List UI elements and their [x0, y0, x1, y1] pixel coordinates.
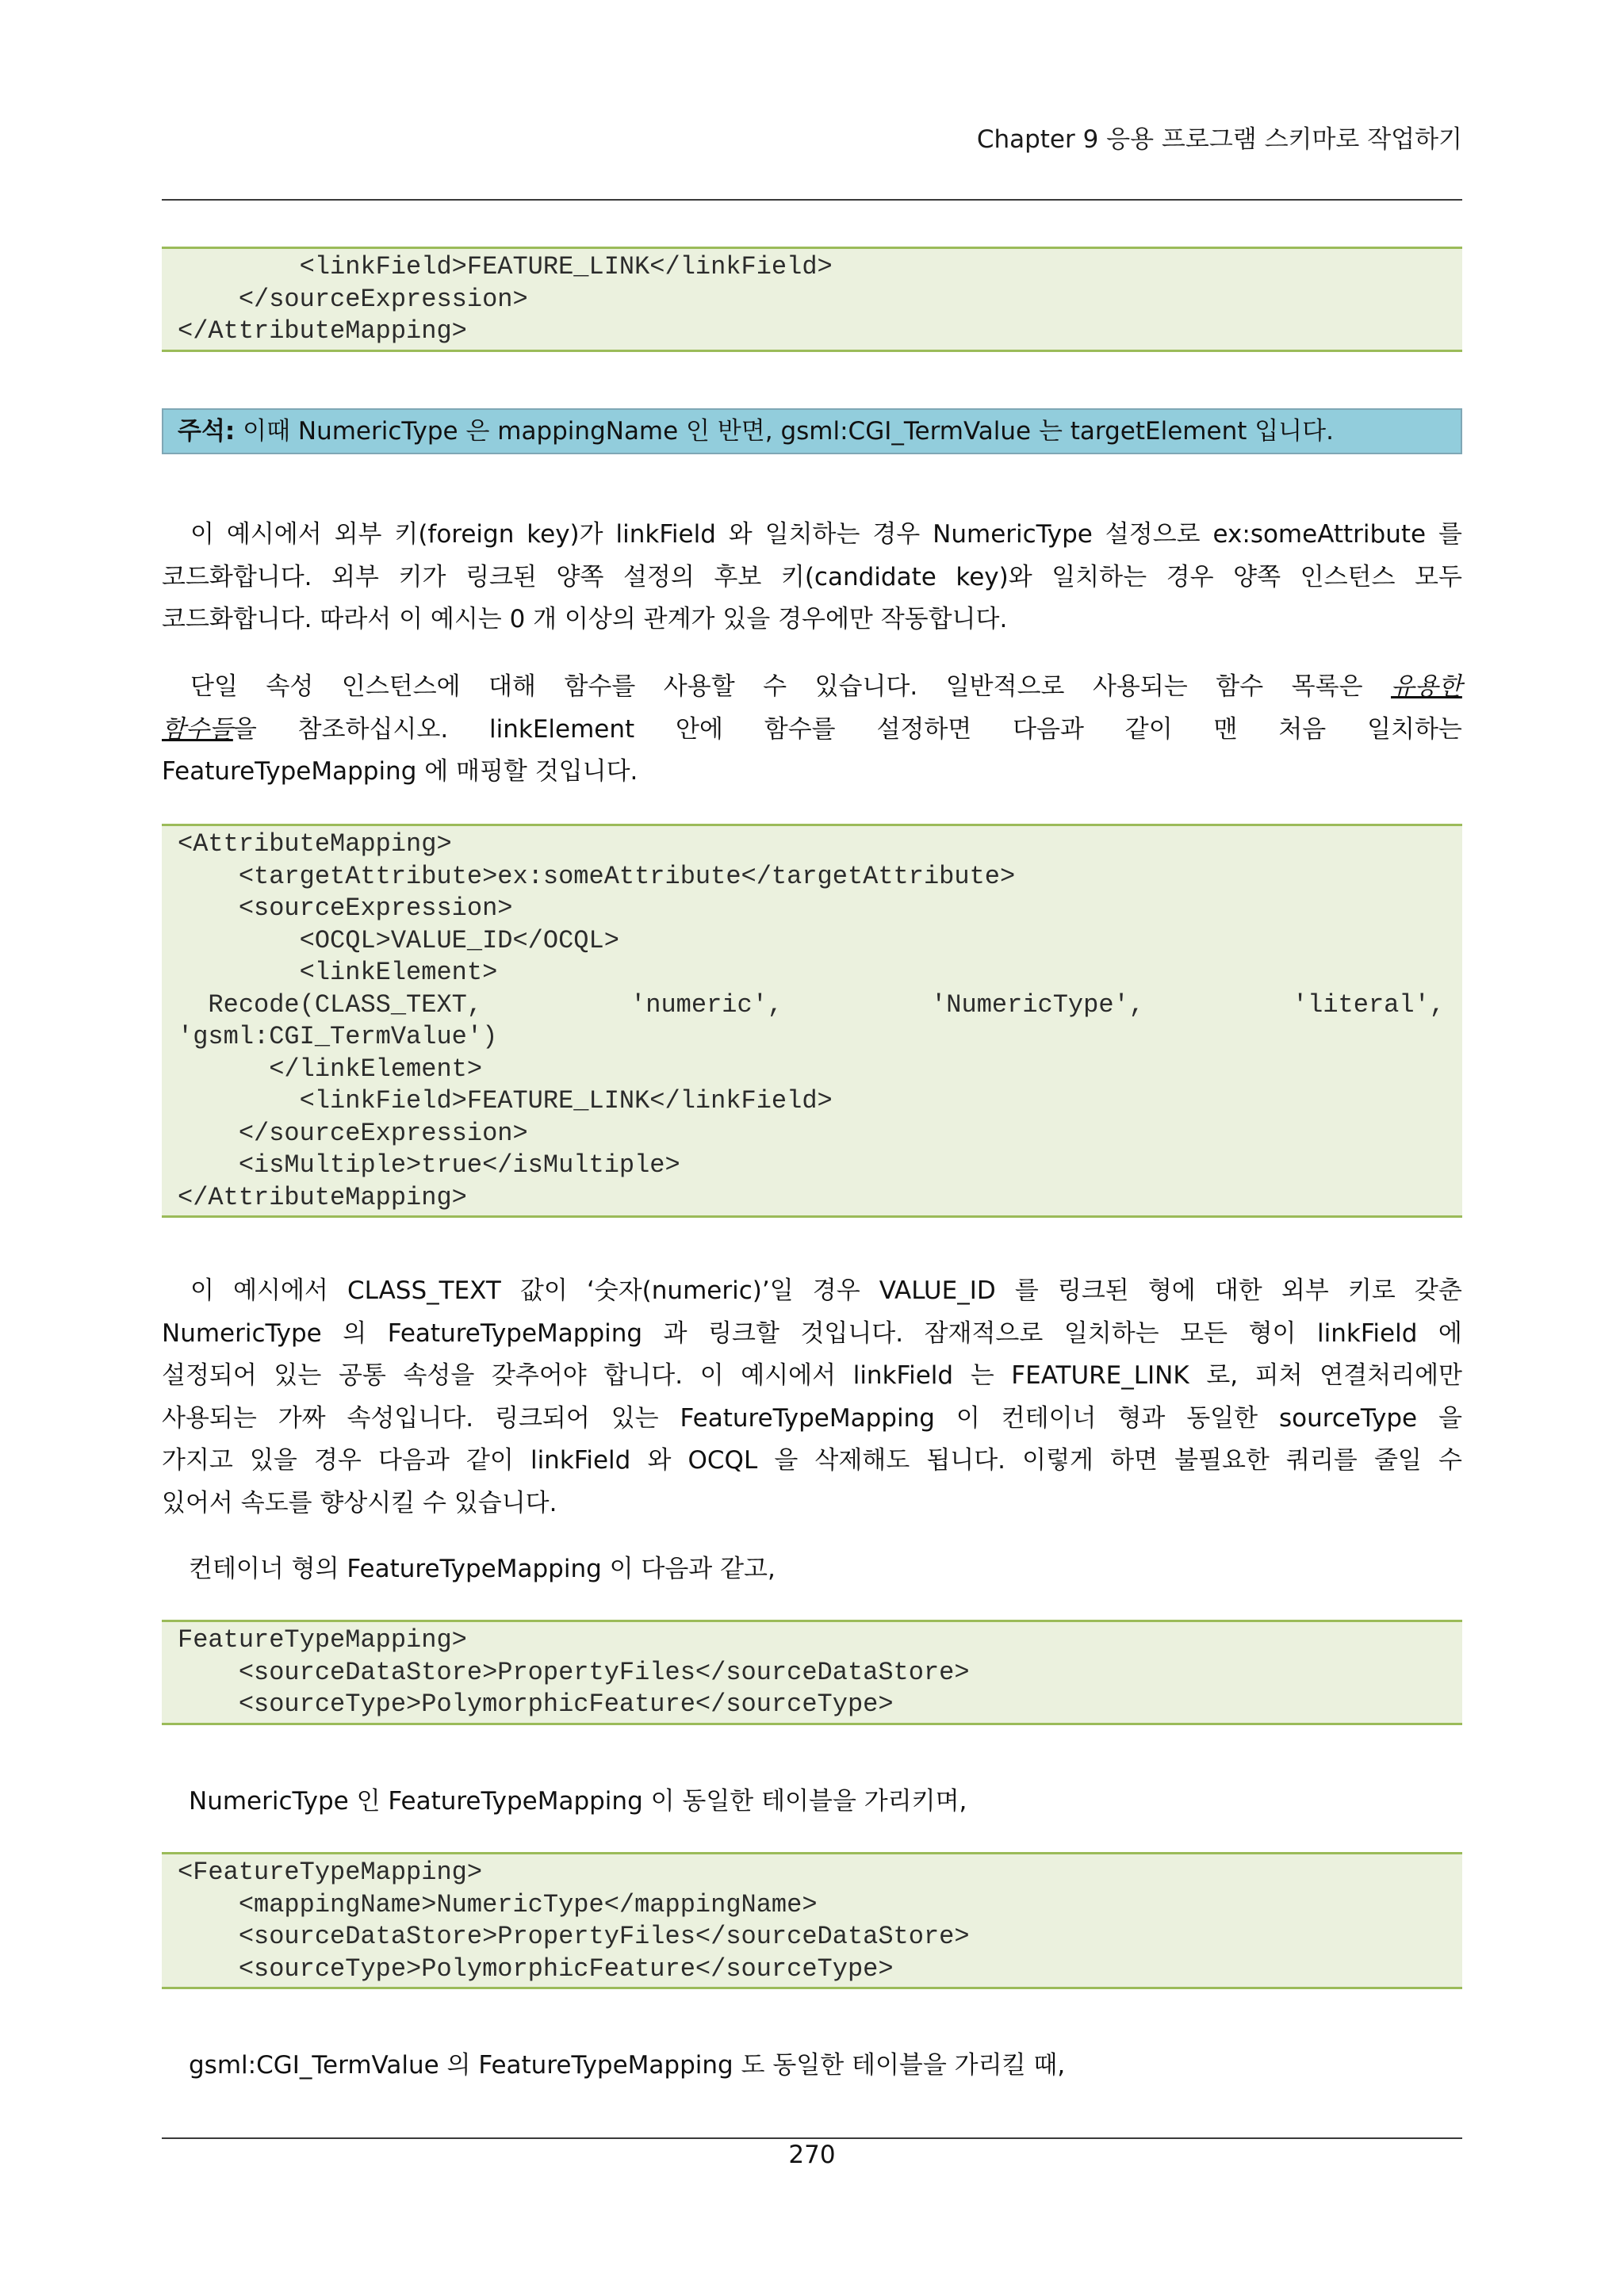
- code-line: <FeatureTypeMapping>: [178, 1858, 483, 1887]
- useful-functions-link[interactable]: 유용한: [1391, 672, 1462, 701]
- code-line: </linkElement>: [178, 1054, 483, 1084]
- useful-functions-link-cont[interactable]: 함수들: [162, 714, 233, 744]
- code-line: </sourceExpression>: [178, 284, 528, 314]
- word: linkElement: [489, 714, 635, 744]
- word: CLASS_TEXT: [347, 1276, 501, 1305]
- code-token: 'numeric',: [630, 989, 783, 1020]
- word: 일치하는: [1367, 714, 1462, 744]
- code-line: <sourceDataStore>PropertyFiles</sourceDataStore>: [178, 1657, 970, 1687]
- paragraph-line: [162, 1440, 1462, 1483]
- word: 설정으로: [1105, 520, 1201, 549]
- word: 합니다.: [603, 1361, 684, 1390]
- word: 속성: [266, 672, 314, 701]
- word: 외부: [334, 520, 382, 549]
- word: 예시에서: [233, 1276, 328, 1305]
- word: 이: [699, 1361, 724, 1390]
- code-line: <sourceExpression>: [178, 894, 513, 923]
- page-number: 270: [788, 2141, 836, 2169]
- word: 것입니다.: [800, 1318, 904, 1348]
- word: 수: [1438, 1446, 1462, 1475]
- word: 동일한: [1186, 1403, 1258, 1433]
- word: linkField: [852, 1361, 954, 1390]
- paragraph-line: [162, 1313, 1462, 1356]
- word: 코드화합니다.: [162, 562, 312, 591]
- word: 속성입니다.: [347, 1403, 474, 1433]
- word: 삭제해도: [814, 1446, 910, 1475]
- code-line: FeatureTypeMapping>: [178, 1625, 467, 1655]
- word: 형에: [1147, 1276, 1196, 1305]
- code-line: </sourceExpression>: [178, 1118, 528, 1148]
- paragraph-2-line-3: FeatureTypeMapping 에 매핑할 것입니다.: [162, 757, 638, 786]
- code-line: <sourceType>PolymorphicFeature</sourceType>: [178, 1954, 894, 1984]
- word: 의: [343, 1318, 367, 1348]
- code-line: <sourceDataStore>PropertyFiles</sourceDataStore>: [178, 1922, 970, 1951]
- word: 외부: [331, 562, 380, 591]
- word: NumericType: [162, 1318, 322, 1348]
- word: 코드화합니다. 따라서 이 예시는 0 개 이상의 관계가 있을 경우에만 작동합니다.: [162, 605, 1008, 633]
- word: 됩니다.: [926, 1446, 1006, 1475]
- word: 모두: [1415, 562, 1462, 591]
- code-block-2: [162, 824, 1462, 1218]
- word: 갖추어야: [491, 1361, 587, 1390]
- word: 맨: [1213, 714, 1238, 744]
- word: 이렇게: [1022, 1446, 1094, 1475]
- paragraph-2-line-1: [162, 666, 1462, 709]
- word: 하면: [1110, 1446, 1158, 1475]
- word: 형이: [1248, 1318, 1297, 1348]
- word: 을: [774, 1446, 799, 1475]
- word: 키(candidate: [780, 562, 936, 591]
- note-box: [162, 408, 1462, 454]
- paragraph-2-line-2: 함수들을 참조하십시오. linkElement 안에 함수를 설정하면 다음과 같이 맨 처음 일치하는: [162, 709, 1462, 752]
- code-token: Recode(CLASS_TEXT,: [178, 989, 483, 1020]
- code-line: <isMultiple>true</isMultiple>: [178, 1150, 680, 1180]
- word: 있을: [249, 1446, 297, 1475]
- word: 있습니다.: [814, 672, 918, 701]
- word: 외부: [1281, 1276, 1329, 1305]
- paragraph-line: [162, 1355, 1462, 1398]
- sentence-numeric: NumericType 인 FeatureTypeMapping 이 동일한 테이블을 가리키며,: [189, 1787, 967, 1816]
- word: 로,: [1206, 1361, 1239, 1390]
- code-line: <linkField>FEATURE_LINK</linkField>: [178, 252, 833, 281]
- word: 경우: [872, 520, 921, 549]
- word: 와: [728, 520, 753, 549]
- word: 참조하십시오.: [297, 714, 449, 744]
- word: 경우: [812, 1276, 860, 1305]
- paragraph-line: [162, 1398, 1462, 1441]
- word: 인스턴스: [1300, 562, 1396, 591]
- note-text: 이때 NumericType 은 mappingName 인 반면, gsml:CGI_TermValue 는 targetElement 입니다.: [235, 417, 1334, 446]
- code-block-3: [162, 1620, 1462, 1725]
- word: 수: [763, 672, 787, 701]
- word: 연결처리에만: [1320, 1361, 1462, 1390]
- word: sourceType: [1278, 1403, 1418, 1433]
- word: 경우: [313, 1446, 362, 1475]
- word: 키로: [1347, 1276, 1396, 1305]
- word: 모든: [1180, 1318, 1228, 1348]
- code-line: <linkField>FEATURE_LINK</linkField>: [178, 1086, 833, 1115]
- word: 양쪽: [1233, 562, 1281, 591]
- word: 과: [663, 1318, 688, 1348]
- word: OCQL: [688, 1446, 758, 1475]
- paragraph-line: [162, 514, 1462, 557]
- word: 경우: [1166, 562, 1214, 591]
- word: 단일: [190, 672, 238, 701]
- word: 사용할: [663, 672, 735, 701]
- word: 갖춘: [1414, 1276, 1462, 1305]
- code-line: <OCQL>VALUE_ID</OCQL>: [178, 925, 619, 955]
- word: 함수: [1216, 672, 1264, 701]
- paragraph-1: [162, 514, 1462, 641]
- word: key)가: [527, 520, 603, 549]
- word: 있어서 속도를 향상시킬 수 있습니다.: [162, 1488, 557, 1517]
- header-rule: [162, 199, 1462, 201]
- word: 목록은: [1291, 672, 1363, 701]
- code-line: <linkElement>: [178, 958, 498, 987]
- word: 일치하는: [1051, 562, 1147, 591]
- word: 설정하면: [876, 714, 972, 744]
- code-line-recode: [178, 989, 1462, 1022]
- word: 키가: [398, 562, 446, 591]
- word: 줄일: [1373, 1446, 1422, 1475]
- word: 대해: [488, 672, 536, 701]
- word: 후보: [714, 562, 762, 591]
- word: 사용되는: [1092, 672, 1188, 701]
- word: 쿼리를: [1286, 1446, 1358, 1475]
- word: 설정되어: [162, 1361, 257, 1390]
- note-label: 주석:: [178, 417, 236, 446]
- word: 일치하는: [1063, 1318, 1159, 1348]
- paragraph-line: [162, 557, 1462, 599]
- word: 함수를: [564, 672, 636, 701]
- word: 속성을: [403, 1361, 475, 1390]
- word: 을: [1438, 1403, 1462, 1433]
- paragraph-line: [162, 599, 1462, 641]
- code-token: 'NumericType',: [931, 989, 1144, 1020]
- word: linkField: [615, 520, 716, 549]
- word: 인스턴스에: [341, 672, 461, 701]
- word: 같이: [465, 1446, 514, 1475]
- word: 일치하는: [764, 520, 860, 549]
- code-line: <AttributeMapping>: [178, 829, 452, 859]
- word: 양쪽: [556, 562, 604, 591]
- word: FeatureTypeMapping: [387, 1318, 643, 1348]
- word: 불필요한: [1174, 1446, 1270, 1475]
- word: 키(foreign: [394, 520, 515, 549]
- word: 형과: [1117, 1403, 1166, 1433]
- paragraph-2: [162, 666, 1462, 794]
- footer-rule: [162, 2137, 1462, 2139]
- word: 에: [1438, 1318, 1462, 1348]
- word: 이: [956, 1403, 980, 1433]
- word: linkField: [1317, 1318, 1418, 1348]
- word: 링크되어: [495, 1403, 590, 1433]
- word: 사용되는: [162, 1403, 257, 1433]
- word: 링크된: [1057, 1276, 1129, 1305]
- code-block-4: [162, 1852, 1462, 1989]
- word: key)와: [956, 562, 1032, 591]
- word: 잠재적으로: [924, 1318, 1044, 1348]
- word: 공통: [338, 1361, 386, 1390]
- word: 가지고: [162, 1446, 233, 1475]
- sentence-gsml: gsml:CGI_TermValue 의 FeatureTypeMapping 도 동일한 테이블을 가리킬 때,: [189, 2051, 1066, 2080]
- word: 처음: [1278, 714, 1327, 744]
- code-line: <sourceType>PolymorphicFeature</sourceType>: [178, 1689, 894, 1719]
- word: 링크된: [465, 562, 537, 591]
- code-line: </AttributeMapping>: [178, 1182, 467, 1212]
- code-line: </AttributeMapping>: [178, 316, 467, 346]
- word: 함수를: [764, 714, 836, 744]
- word: ‘숫자(numeric)’일: [586, 1276, 794, 1305]
- word: 를: [1438, 520, 1462, 549]
- paragraph-line: [162, 1270, 1462, 1313]
- word: 와: [647, 1446, 672, 1475]
- code-token: 'literal',: [1292, 989, 1445, 1020]
- word: 를: [1014, 1276, 1039, 1305]
- word: 안에: [676, 714, 723, 744]
- word: ex:someAttribute: [1212, 520, 1427, 549]
- code-line: <targetAttribute>ex:someAttribute</targetAttribute>: [178, 861, 1016, 891]
- word: 설정의: [622, 562, 695, 591]
- paragraph-line: [162, 1483, 1462, 1525]
- word: 있는: [274, 1361, 322, 1390]
- word: 대한: [1214, 1276, 1262, 1305]
- word: 가짜: [278, 1403, 326, 1433]
- word: 같이: [1124, 714, 1173, 744]
- word: linkField: [530, 1446, 631, 1475]
- word: 일반적으로: [945, 672, 1065, 701]
- word: 이: [190, 520, 214, 549]
- word: 는: [970, 1361, 994, 1390]
- code-line: 'gsml:CGI_TermValue'): [178, 1022, 498, 1051]
- word: 있는: [611, 1403, 659, 1433]
- code-line: <mappingName>NumericType</mappingName>: [178, 1889, 818, 1919]
- word: NumericType: [933, 520, 1093, 549]
- word: 다음과: [1013, 714, 1084, 744]
- word: 컨테이너: [1001, 1403, 1097, 1433]
- word: 예시에서: [226, 520, 322, 549]
- word: 피처: [1254, 1361, 1303, 1390]
- sentence-container: 컨테이너 형의 FeatureTypeMapping 이 다음과 같고,: [189, 1555, 776, 1583]
- word: FEATURE_LINK: [1011, 1361, 1189, 1390]
- word: FeatureTypeMapping: [680, 1403, 935, 1433]
- code-block-1: [162, 247, 1462, 352]
- word: 링크할: [708, 1318, 779, 1348]
- word: 값이: [519, 1276, 568, 1305]
- word: 이: [190, 1276, 214, 1305]
- word: 예시에서: [741, 1361, 837, 1390]
- chapter-header: Chapter 9 응용 프로그램 스키마로 작업하기: [976, 125, 1462, 154]
- paragraph-3: [162, 1270, 1462, 1525]
- word: 다음과: [377, 1446, 450, 1475]
- word: VALUE_ID: [879, 1276, 996, 1305]
